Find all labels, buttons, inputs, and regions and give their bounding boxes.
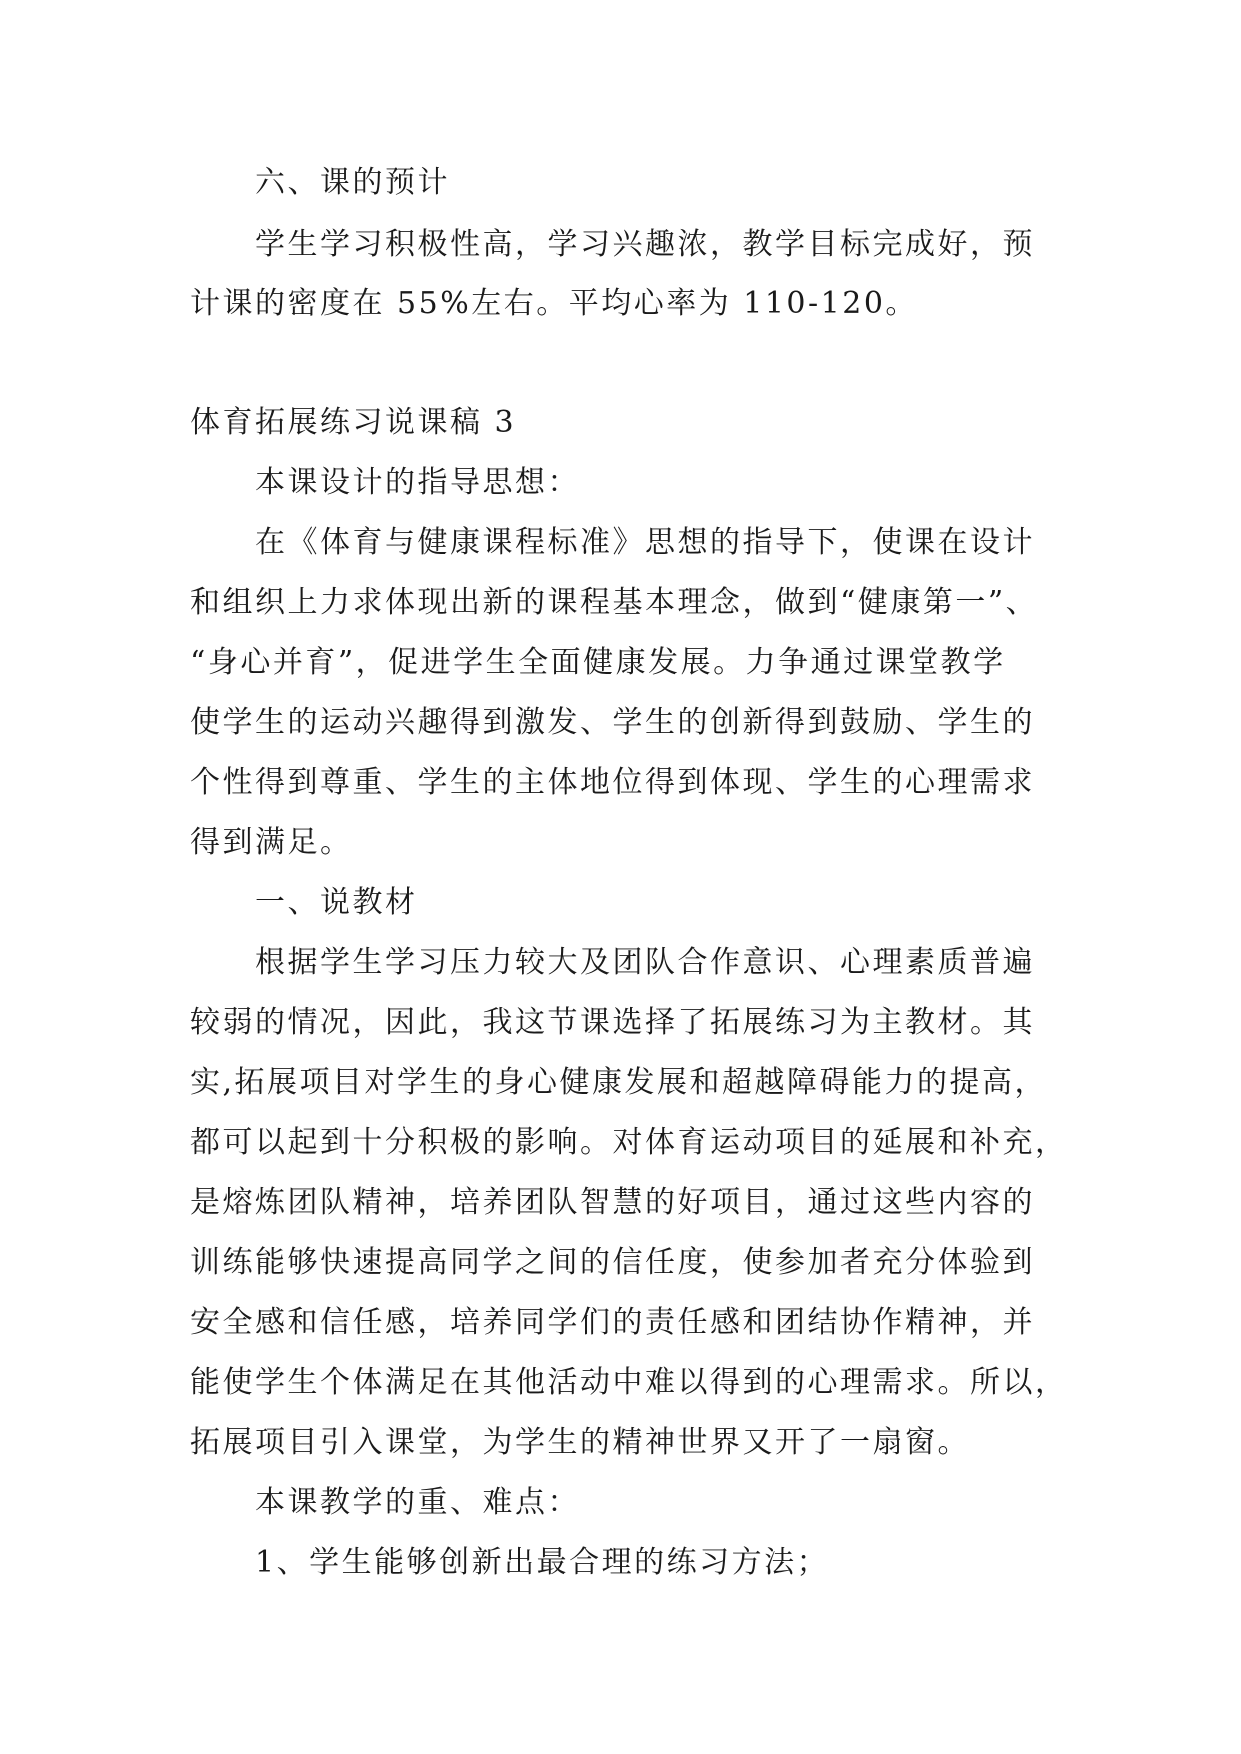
paragraph-line: 训练能够快速提高同学之间的信任度，使参加者充分体验到: [190, 1245, 1035, 1280]
paragraph-line: 都可以起到十分积极的影响。对体育运动项目的延展和补充，: [190, 1125, 1068, 1160]
paragraph-line: “身心并育”，促进学生全面健康发展。力争通过课堂教学: [190, 645, 1006, 680]
section-one-heading: 一、说教材: [255, 885, 418, 920]
paragraph-line: 计课的密度在 55%左右。平均心率为 110-120。: [190, 286, 918, 321]
paragraph-line: 较弱的情况，因此，我这节课选择了拓展练习为主教材。其: [190, 1005, 1035, 1040]
paragraph-line: 学生学习积极性高，学习兴趣浓，教学目标完成好，预: [255, 227, 1035, 262]
paragraph-line: 在《体育与健康课程标准》思想的指导下，使课在设计: [255, 525, 1035, 560]
paragraph-line: 和组织上力求体现出新的课程基本理念，做到“健康第一”、: [190, 585, 1039, 620]
paragraph-line: 个性得到尊重、学生的主体地位得到体现、学生的心理需求: [190, 765, 1035, 800]
paragraph-line: 是熔炼团队精神，培养团队智慧的好项目，通过这些内容的: [190, 1185, 1035, 1220]
keypoints-heading: 本课教学的重、难点：: [255, 1485, 580, 1520]
paragraph-line: 使学生的运动兴趣得到激发、学生的创新得到鼓励、学生的: [190, 705, 1035, 740]
paragraph-line: 能使学生个体满足在其他活动中难以得到的心理需求。所以，: [190, 1365, 1068, 1400]
paragraph-line: 根据学生学习压力较大及团队合作意识、心理素质普遍: [255, 945, 1035, 980]
guiding-heading: 本课设计的指导思想：: [255, 465, 580, 500]
keypoint-item: 1、学生能够创新出最合理的练习方法；: [255, 1545, 830, 1580]
article-title: 体育拓展练习说课稿 3: [190, 405, 517, 440]
paragraph-line: 拓展项目引入课堂，为学生的精神世界又开了一扇窗。: [190, 1425, 970, 1460]
paragraph-line: 安全感和信任感，培养同学们的责任感和团结协作精神，并: [190, 1305, 1035, 1340]
paragraph-line: 实,拓展项目对学生的身心健康发展和超越障碍能力的提高，: [190, 1065, 1048, 1100]
paragraph-line: 得到满足。: [190, 825, 353, 860]
section-six-heading: 六、课的预计: [255, 165, 450, 200]
